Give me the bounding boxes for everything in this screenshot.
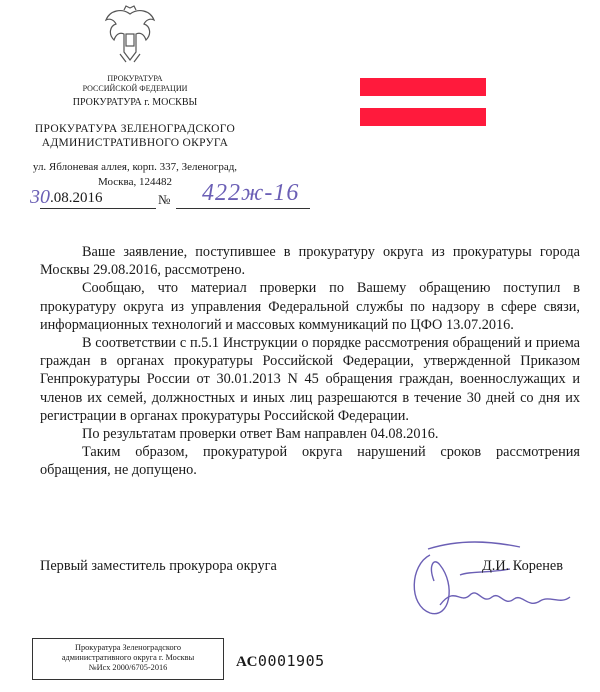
- number-sign: №: [158, 192, 171, 207]
- organization-line-2: АДМИНИСТРАТИВНОГО ОКРУГА: [41, 137, 229, 149]
- paragraph: Ваше заявление, поступившее в прокуратуру округа из прокуратуры города Москвы 29.08.2016, рассмотрено.: [40, 244, 580, 279]
- paragraph: В соответствии с п.5.1 Инструкции о порядке рассмотрения обращений и приема граждан в органах прокуратуры Российской Федерации, утвержденной Приказом Генпрокуратуры России от 30.01.2013 N 45 обращения граждан, военнослужащих и членов их семей, должностных и иных лиц разрешаются в течение 30 дней со дня их регистрации в органах прокуратуры Российской Федерации.: [40, 335, 580, 424]
- form-serial: [236, 652, 325, 671]
- handwritten-day: 30: [30, 186, 50, 208]
- serial-prefix: АС: [236, 654, 258, 670]
- agency-line-1: ПРОКУРАТУРА: [107, 74, 163, 83]
- coat-of-arms-icon: [100, 4, 160, 68]
- stamp-line-3: №Исх 2000/6705-2016: [88, 663, 168, 672]
- letter-body: [40, 243, 580, 480]
- paragraph: Таким образом, прокуратурой округа нарушений сроков рассмотрения обращения, не допущено.: [40, 444, 580, 479]
- city-prosecutor-line: ПРОКУРАТУРА г. МОСКВЫ: [72, 97, 198, 108]
- serial-number: 0001905: [257, 652, 325, 670]
- organization-line-1: ПРОКУРАТУРА ЗЕЛЕНОГРАДСКОГО: [34, 123, 236, 135]
- signer-name: Д.И. Коренев: [482, 558, 564, 574]
- agency-line-2: РОССИЙСКОЙ ФЕДЕРАЦИИ: [82, 84, 188, 93]
- organization-title: [0, 122, 270, 150]
- address-line-1: ул. Яблоневая аллея, корп. 337, Зеленоград,: [32, 161, 238, 173]
- agency-header: [0, 74, 270, 94]
- redaction-bar: [360, 78, 486, 96]
- address-line-2: Москва, 124482: [98, 176, 172, 188]
- document-date: .08.2016: [50, 190, 103, 206]
- paragraph: По результатам проверки ответ Вам направлен 04.08.2016.: [82, 426, 439, 443]
- signature-icon: [400, 535, 580, 625]
- signer-role: Первый заместитель прокурора округа: [40, 558, 277, 574]
- date-underline: [40, 208, 156, 209]
- paragraph: Сообщаю, что материал проверки по Вашему обращению поступил в прокуратуру округа из управления Федеральной службы по надзору в сфере связи, информационных технологий и массовых коммуникаций по ЦФО 13.07.2016.: [40, 280, 580, 333]
- stamp-line-1: Прокуратура Зеленоградского: [74, 643, 182, 652]
- redaction-bar: [360, 108, 486, 126]
- handwritten-number: 422ж-16: [202, 180, 300, 206]
- number-underline: [176, 208, 310, 209]
- outgoing-stamp: [32, 638, 224, 680]
- stamp-line-2: административного округа г. Москвы: [61, 653, 195, 662]
